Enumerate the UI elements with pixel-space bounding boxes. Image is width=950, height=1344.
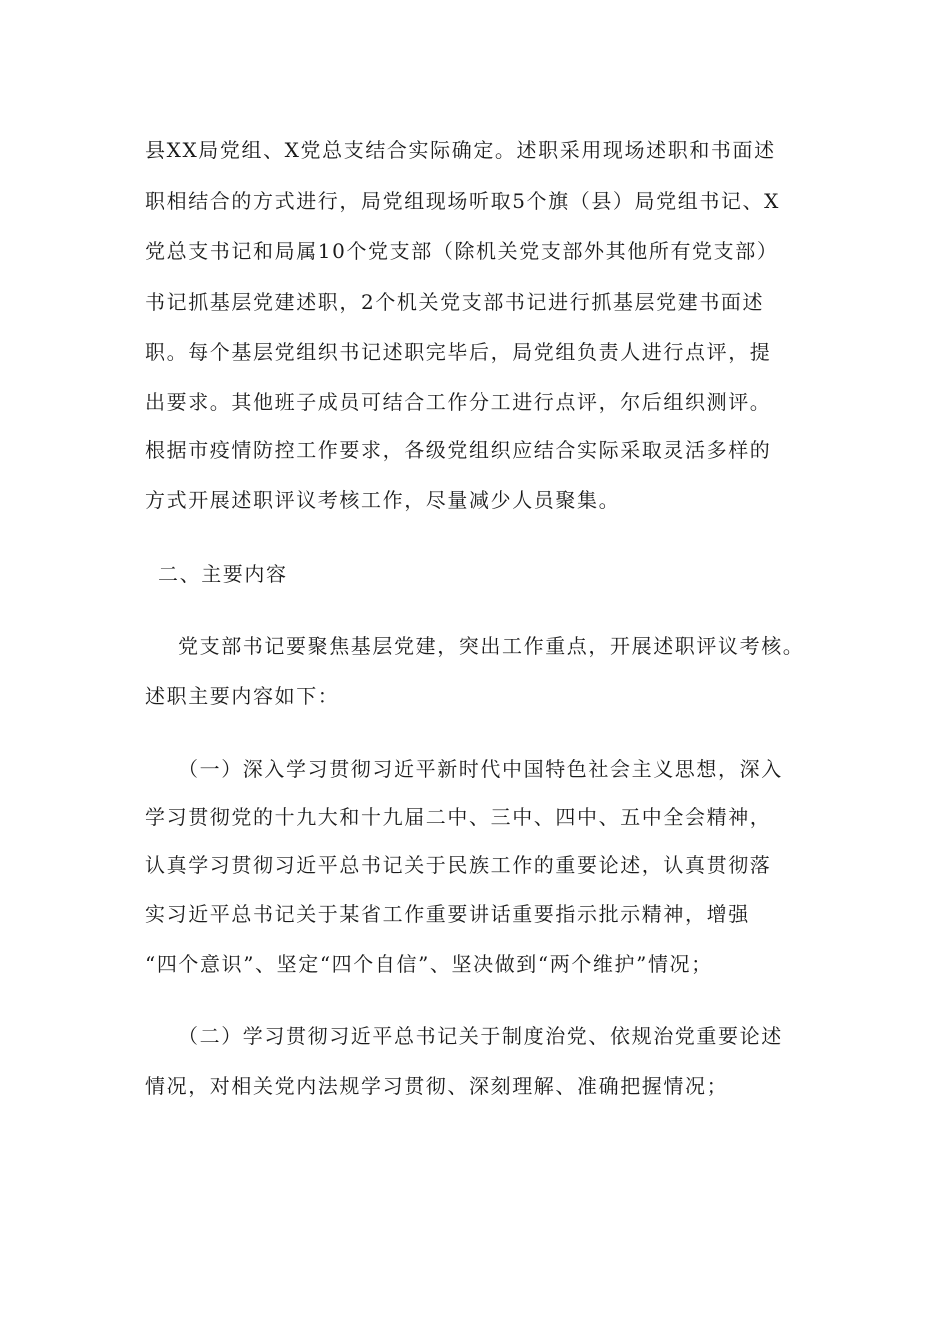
text-line: 认真学习贯彻习近平总书记关于民族工作的重要论述，认真贯彻落 bbox=[145, 853, 772, 877]
section-heading: 二、主要内容 bbox=[158, 562, 288, 586]
text-line: （二）学习贯彻习近平总书记关于制度治党、依规治党重要论述 bbox=[178, 1024, 783, 1048]
text-line: 书记抓基层党建述职，2个机关党支部书记进行抓基层党建书面述 bbox=[145, 290, 765, 314]
text-line: 党总支书记和局属10个党支部（除机关党支部外其他所有党支部） bbox=[145, 239, 779, 263]
text-line: 述职主要内容如下： bbox=[145, 684, 340, 708]
text-line: 情况，对相关党内法规学习贯彻、深刻理解、准确把握情况； bbox=[145, 1074, 729, 1098]
text-line: 方式开展述职评议考核工作，尽量减少人员聚集。 bbox=[145, 488, 621, 512]
text-line: 根据市疫情防控工作要求，各级党组织应结合实际采取灵活多样的 bbox=[145, 438, 772, 462]
text-line: 党支部书记要聚焦基层党建，突出工作重点，开展述职评议考核。 bbox=[178, 634, 805, 658]
text-line: 职。每个基层党组织书记述职完毕后，局党组负责人进行点评，提 bbox=[145, 340, 772, 364]
text-line: 学习贯彻党的十九大和十九届二中、三中、四中、五中全会精神， bbox=[145, 805, 772, 829]
text-line: （一）深入学习贯彻习近平新时代中国特色社会主义思想，深入 bbox=[178, 757, 783, 781]
text-line: 实习近平总书记关于某省工作重要讲话重要指示批示精神，增强 bbox=[145, 902, 750, 926]
text-line: 出要求。其他班子成员可结合工作分工进行点评，尔后组织测评。 bbox=[145, 390, 772, 414]
text-line: “四个意识”、坚定“四个自信”、坚决做到“两个维护”情况； bbox=[145, 952, 713, 976]
text-line: 县XX局党组、X党总支结合实际确定。述职采用现场述职和书面述 bbox=[145, 138, 776, 162]
text-line: 职相结合的方式进行，局党组现场听取5个旗（县）局党组书记、X bbox=[145, 189, 780, 213]
